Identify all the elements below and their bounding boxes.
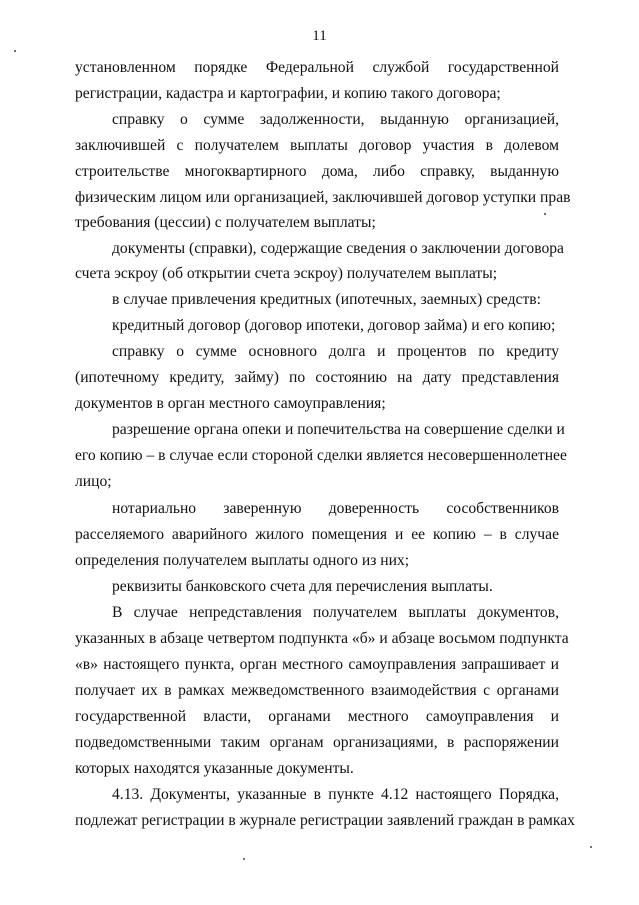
text-line: в случае привлечения кредитных (ипотечных, заемных) средств: bbox=[112, 291, 541, 308]
text-line: физическим лицом или организацией, заключившей договор уступки прав bbox=[75, 189, 571, 206]
text-line: счета эскроу (об открытии счета эскроу) получателем выплаты; bbox=[75, 265, 498, 282]
page-number: 11 bbox=[312, 28, 327, 44]
text-line: установленном порядке Федеральной службой государственной bbox=[75, 59, 559, 76]
text-line: его копию – в случае если стороной сделки является несовершеннолетнее bbox=[75, 447, 567, 464]
text-line: справку о сумме задолженности, выданную организацией, bbox=[112, 111, 559, 128]
text-line: строительстве многоквартирного дома, либо справку, выданную bbox=[75, 163, 559, 180]
text-line: государственной власти, органами местного самоуправления и bbox=[75, 708, 559, 725]
text-line: кредитный договор (договор ипотеки, договор займа) и его копию; bbox=[112, 317, 556, 334]
text-line: нотариально заверенную доверенность сособственников bbox=[112, 500, 559, 517]
scan-speck bbox=[544, 213, 546, 215]
text-line: реквизиты банковского счета для перечисления выплаты. bbox=[112, 578, 493, 595]
text-line: регистрации, кадастра и картографии, и копию такого договора; bbox=[75, 85, 501, 102]
text-line: справку о сумме основного долга и процентов по кредиту bbox=[112, 343, 559, 360]
text-line: документы (справки), содержащие сведения о заключении договора bbox=[112, 240, 564, 257]
text-line: документов в орган местного самоуправления; bbox=[75, 395, 386, 412]
text-line: получает их в рамках межведомственного взаимодействия с органами bbox=[75, 682, 559, 699]
text-line: подлежат регистрации в журнале регистрации заявлений граждан в рамках bbox=[75, 812, 575, 829]
text-line: заключившей с получателем выплаты договор участия в долевом bbox=[75, 137, 559, 154]
text-line: расселяемого аварийного жилого помещения и ее копию – в случае bbox=[75, 526, 559, 543]
scan-speck bbox=[590, 846, 592, 848]
text-line: 4.13. Документы, указанные в пункте 4.12 настоящего Порядка, bbox=[112, 786, 559, 803]
scan-speck bbox=[14, 50, 16, 52]
text-line: которых находятся указанные документы. bbox=[75, 760, 354, 777]
text-line: указанных в абзаце четвертом подпункта «б» и абзаце восьмом подпункта bbox=[75, 630, 569, 647]
text-line: подведомственными таким органам организациями, в распоряжении bbox=[75, 734, 559, 751]
text-line: лицо; bbox=[75, 473, 112, 490]
text-line: «в» настоящего пункта, орган местного самоуправления запрашивает и bbox=[75, 656, 559, 673]
scan-speck bbox=[243, 858, 245, 860]
text-line: (ипотечному кредиту, займу) по состоянию на дату представления bbox=[75, 369, 559, 386]
text-line: определения получателем выплаты одного из них; bbox=[75, 552, 410, 569]
text-line: разрешение органа опеки и попечительства на совершение сделки и bbox=[112, 421, 565, 438]
text-line: В случае непредставления получателем выплаты документов, bbox=[112, 604, 559, 621]
text-line: требования (цессии) с получателем выплаты; bbox=[75, 214, 376, 231]
